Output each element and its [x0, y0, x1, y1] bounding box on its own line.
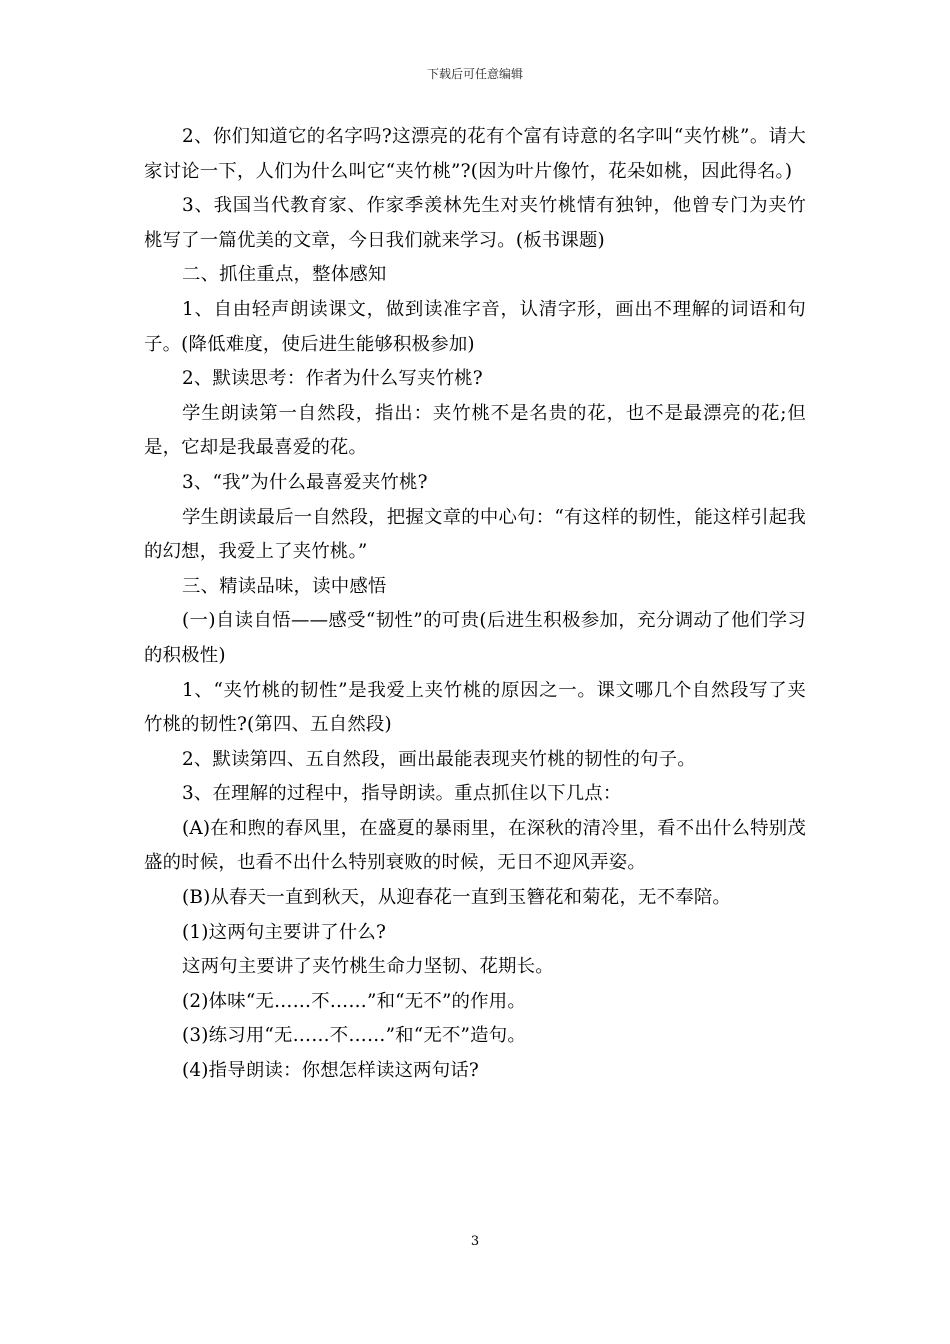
paragraph: 学生朗读最后一自然段，把握文章的中心句：“有这样的韧性，能这样引起我的幻想，我爱上了夹竹桃。” [144, 506, 806, 563]
paragraph: 2、你们知道它的名字吗?这漂亮的花有个富有诗意的名字叫“夹竹桃”。请大家讨论一下，人们为什么叫它“夹竹桃”?(因为叶片像竹，花朵如桃，因此得名。) [144, 126, 806, 182]
paragraph: (A)在和煦的春风里，在盛夏的暴雨里，在深秋的清冷里，看不出什么特别茂盛的时候，也看不出什么特别衰败的时候，无日不迎风弄姿。 [144, 817, 806, 874]
paragraph: 3、在理解的过程中，指导朗读。重点抓住以下几点： [182, 783, 622, 805]
paragraph: 1、自由轻声朗读课文，做到读准字音，认清字形，画出不理解的词语和句子。(降低难度，使后进生能够积极参加) [144, 298, 806, 355]
paragraph: 2、默读第四、五自然段，画出最能表现夹竹桃的韧性的句子。 [182, 748, 696, 770]
paragraph: 3、我国当代教育家、作家季羡林先生对夹竹桃情有独钟，他曾专门为夹竹桃写了一篇优美的文章，今日我们就来学习。(板书课题) [144, 195, 806, 251]
paragraph: (3)练习用“无……不……”和“无不”造句。 [182, 1025, 526, 1047]
paragraph: 这两句主要讲了夹竹桃生命力坚韧、花期长。 [182, 956, 554, 978]
page-number: 3 [470, 1234, 480, 1249]
paragraph: (一)自读自悟——感受“韧性”的可贵(后进生积极参加，充分调动了他们学习的积极性) [144, 610, 806, 666]
paragraph: 1、“夹竹桃的韧性”是我爱上夹竹桃的原因之一。课文哪几个自然段写了夹竹桃的韧性?(第四、五自然段) [144, 679, 806, 736]
document-body [144, 120, 806, 1089]
page-header: 下载后可任意编辑 [426, 67, 523, 81]
paragraph: 学生朗读第一自然段，指出：夹竹桃不是名贵的花，也不是最漂亮的花;但是，它却是我最喜爱的花。 [144, 402, 806, 459]
paragraph: 3、“我”为什么最喜爱夹竹桃? [182, 471, 428, 493]
section-heading: 二、抓住重点，整体感知 [182, 264, 387, 286]
paragraph: (4)指导朗读：你想怎样读这两句话? [182, 1060, 479, 1082]
paragraph: (2)体味“无……不……”和“无不”的作用。 [182, 990, 526, 1012]
paragraph: (1)这两句主要讲了什么? [182, 921, 387, 943]
paragraph: (B)从春天一直到秋天，从迎春花一直到玉簪花和菊花，无不奉陪。 [182, 887, 732, 909]
paragraph: 2、默读思考：作者为什么写夹竹桃? [182, 368, 483, 390]
section-heading: 三、精读品味，读中感悟 [182, 575, 387, 597]
